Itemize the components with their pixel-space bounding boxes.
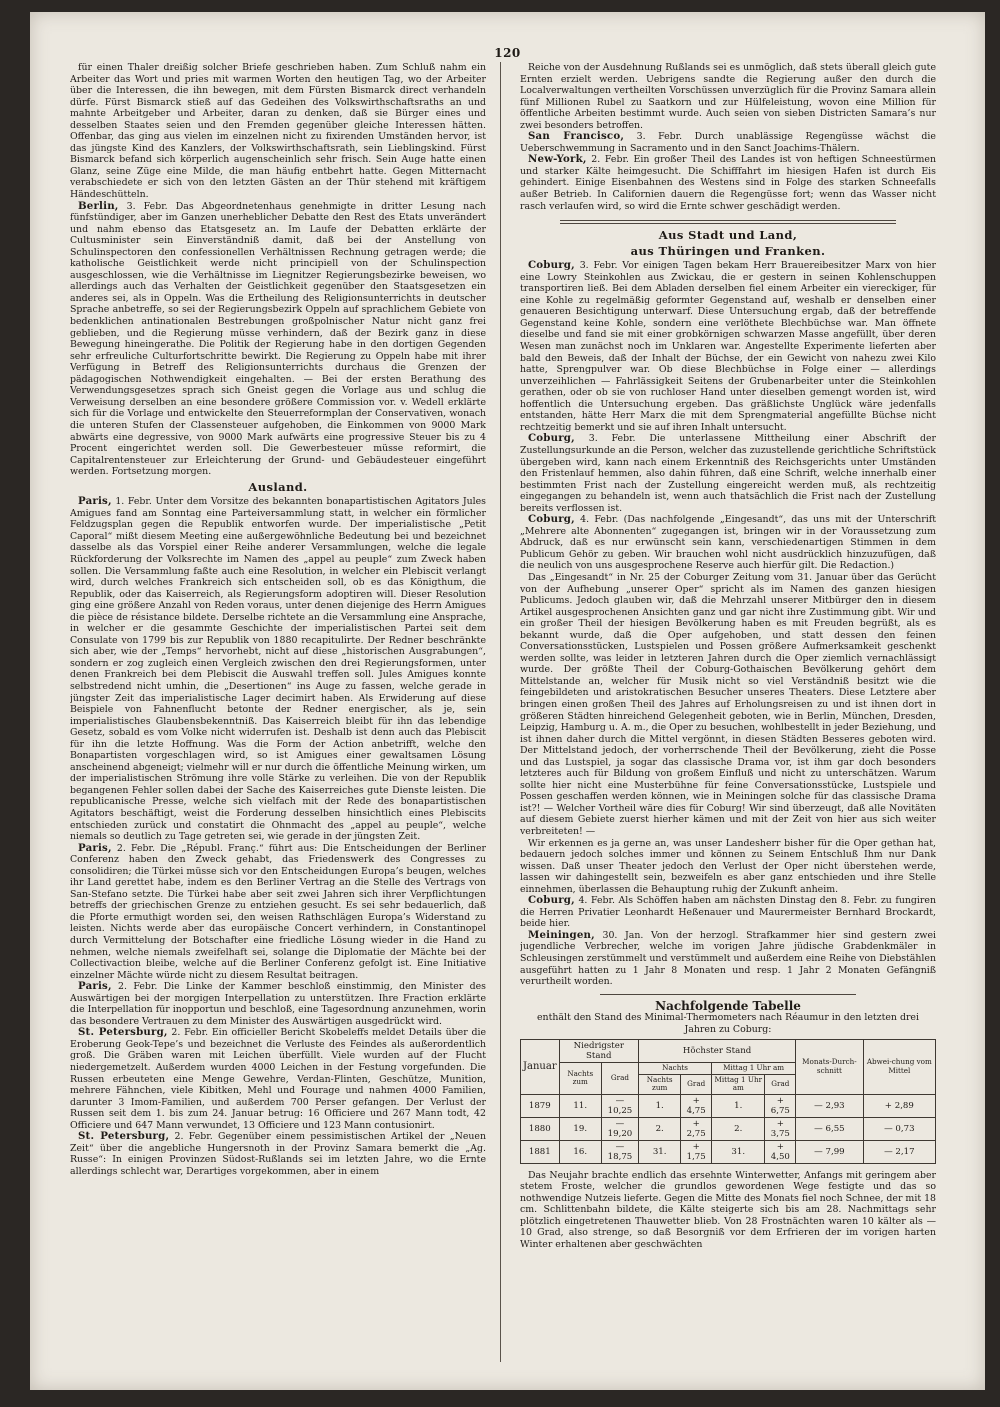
table-row [521,1094,936,1117]
table-rule [600,994,856,995]
article-paragraph [520,62,936,131]
table-commentary: Das Neujahr brachte endlich das ersehnte Winterwetter, Anfangs mit geringem aber stetem Froste, welcher die grundlos gewordenen Wege festigte und das so nothwendige Nutzeis lieferte. Gegen die Mitte des Monats fiel noch Schnee, der mit 18 cm. Schlittenbahn bildete, die Kälte steigerte sich bis am 28. Nachmittags sehr plötzlich eingetretenen Thauwetter blieb. Von 28 Frostnächten waren 10 kälter als — 10 Grad, also strenge, so daß Besorgniß vor dem Erfrieren der im vorigen harten Winter erhaltenen aber geschwächten [520,1169,936,1250]
dateline: Berlin, [78,199,119,212]
article-text: 4. Febr. Als Schöffen haben am nächsten Dinstag den 8. Febr. zu fungiren die Herren Privatier Leonhardt Heßenauer und Maurermeister Bernhard Brockardt, beide hier. [520,895,936,930]
article-text: 4. Febr. (Das nachfolgende „Eingesandt“, das uns mit der Unterschrift „Mehrere alte Abonnenten“ zugegangen ist, bringen wir in der Voraussetzung zum Abdruck, daß es nur erwünscht sein kann, verschiedenartigen Stimmen in dem Publicum Gehör zu geben. Wir brauchen wohl nicht ausdrücklich hinzuzufügen, daß die neulich von uns ausgesprochene Reserve auch hierfür gilt. Die Redaction.) [520,514,936,572]
article-paragraph [520,572,936,838]
dateline: St. Petersburg, [78,1130,170,1143]
header-nachts-zum: Nachts zum [559,1063,601,1095]
table-row [521,1140,936,1163]
dateline: Coburg, [528,513,575,526]
section-heading-stadt-land: Aus Stadt und Land, [658,228,798,243]
dateline: St. Petersburg, [78,1026,168,1039]
article-text: 3. Febr. Das Abgeordnetenhaus genehmigte in dritter Lesung nach fünfstündiger, aber im Ganzen unerheblicher Debatte den Rest des Etats unverändert und nahm ebenso das Etatsgesetz an. Im Laufe der Debatten erklärte der Cultusminister sein Einverständniß damit, daß bei der Anstellung von Schulinspectoren den confessionellen Verhältnissen Rechnung getragen werde; die katholische Geistlichkeit werde nicht principiell von der Schulinspection ausgeschlossen, wie die Verhältnisse im Liegnitzer Regierungsbezirke beweisen, wo allerdings auch das Verhalten der Geistlichkeit gegenüber den Staatsgesetzen ein anderes sei, als in Oppeln. Was die Ertheilung des Religionsunterrichts in deutscher Sprache anbetreffe, so sei der Regierungsbezirk Oppeln auf sprachlichem Gebiete von bedenklichen antinationalen Bestrebungen großpolnischer Natur nicht ganz frei geblieben, und die Regierung müsse verhindern, daß der Bezirk ganz in diese Bewegung hineingerathe. Die Politik der Regierung habe in den dortigen Gegenden sehr erfreuliche Culturfortschritte bewirkt. Die Regierung zu Oppeln habe mit ihrer Verfügung in Betreff des Religionsunterrichts durchaus die Grenzen der pädagogischen Nothwendigkeit eingehalten. — Bei der ersten Berathung des Verwendungsgesetzes sprach sich Gneist gegen die Vorlage aus und schlug die Verweisung derselben an eine besondere größere Commission vor. v. Wedell erklärte sich für die Vorlage und entwickelte den Steuerreformplan der Conservativen, wonach die unteren Stufen der Classensteuer aufgehoben, die Einkommen von 9000 Mark abwärts eine degressive, von 9000 Mark aufwärts eine progressive Steuer bis zu 4 Procent eingerichtet werden soll. Die Gewerbesteuer müsse reformirt, die Capitalrentensteuer zur Erleichterung der Grund- und Gebäudesteuer eingeführt werden. Fortsetzung morgen. [70,200,486,478]
header-hoechster: Höchster Stand [639,1040,796,1063]
article-paragraph [70,201,486,478]
article-paragraph [520,838,936,896]
table-cell-h-tag: 2. [639,1117,681,1140]
article-paragraph [70,1131,486,1177]
table-subtitle: enthält den Stand des Minimal-Thermometers nach Réaumur in den letzten drei Jahren zu Coburg: [537,1012,919,1035]
header-niedrigster: Niedrigster Stand [559,1040,638,1063]
table-cell-m-tag: 2. [712,1117,765,1140]
header-mittag: Mittag 1 Uhr am [712,1063,796,1075]
table-cell-year: 1880 [521,1117,560,1140]
article-paragraph [70,496,486,842]
article-text: Das „Eingesandt“ in Nr. 25 der Coburger Zeitung vom 31. Januar über das Gerücht von der Aufhebung „unserer Oper“ spricht als im Namen des ganzen hiesigen Publicums. Jedoch glauben wir, daß die Mehrzahl unserer Mitbürger den in diesem Artikel ausgesprochenen Ansichten ganz und gar nicht ihre Zustimmung gibt. Wir und ein großer Theil der hiesigen Bevölkerung haben es mit Freuden begrüßt, als es bekannt wurde, daß die Oper aufgehoben, und statt dessen den feinen Conversationsstücken, Lustspielen und Possen größere Aufmerksamkeit geschenkt werden sollte, was leider in letzteren Jahren durch die Oper ziemlich vernachlässigt wurde. Der größte Theil der Coburg-Gothaischen Bevölkerung gehört dem Mittelstande an, welcher für Musik nicht so viel Verständniß besitzt wie die feingebildeten und aristokratischen Besucher unseres Theaters. Diese Letztere aber bringen einen großen Theil des Jahres auf Erholungsreisen zu und ist ihnen dort in größeren Städten hinreichend Gelegenheit geboten, wie in Berlin, München, Dresden, Leipzig, Hamburg u. A. m., die Oper zu besuchen, wohlbestellt in jeder Beziehung, und ist ihnen daher durch die Mittel vergönnt, in diesen Städten Besseres geboten wird. Der Mittelstand jedoch, der vorherrschende Theil der Bevölkerung, zieht die Posse und das Lustspiel, ja sogar das classische Drama vor, ist ihm gar doch besonders letzteres auch für Bildung von großem Einfluß und nicht zu unterschätzen. Warum sollte hier nicht eine Musterbühne für feine Conversationsstücke, Lustspiele und Possen geschaffen werden können, wie in Meiningen solche für das classische Drama ist?! — Welcher Vortheil wäre dies für Coburg! Wir sind überzeugt, daß alle Novitäten auf diesem Gebiete zuerst hierher kämen und mit der Zeit von hier aus sich weiter verbreiteten! — [520,571,936,837]
article-text: Reiche von der Ausdehnung Rußlands sei es unmöglich, daß stets überall gleich gute Ernten erzielt werden. Uebrigens sandte die Regierung außer den durch die Localverwaltungen vertheilten Vorschüssen unverzüglich für die Provinz Samara allein fünf Millionen Rubel zu Saatkorn und zur Hülfeleistung, wovon eine Million für öffentliche Arbeiten bestimmt wurde. Auch seien von sieben Districten Samara’s nur zwei besonders betroffen. [520,62,936,131]
dateline: New-York, [528,153,587,166]
header-grad-3: Grad [765,1074,796,1094]
article-paragraph [520,930,936,988]
article-paragraph [520,154,936,212]
page-number: 120 [494,46,521,60]
table-cell-n-grad: — 19,20 [601,1117,638,1140]
article-paragraph [520,514,936,572]
header-nachts: Nachts [639,1063,712,1075]
dateline: Paris, [78,841,112,854]
section-rule [560,220,896,224]
article-paragraph [70,843,486,982]
table-cell-m-tag: 1. [712,1094,765,1117]
table-cell-n-tag: 16. [559,1140,601,1163]
article-text: 3. Febr. Die unterlassene Mittheilung einer Abschrift der Zustellungsurkunde an die Person, welcher das zuzustellende gerichtliche Schriftstück übergeben wird, kann nach einem Erkenntniß des Reichsgerichts unter Umständen den Fristenlauf hemmen, also dahin führen, daß eine Schrift, welche innerhalb einer bestimmten Frist nach der Zustellung eingereicht werden muß, als rechtzeitig eingegangen zu behandeln ist, wenn auch thatsächlich die Frist nach der Zustellung bereits verflossen ist. [520,433,936,514]
article-text: 1. Febr. Unter dem Vorsitze des bekannten bonapartistischen Agitators Jules Amigues fand am Sonntag eine Parteiversammlung statt, in welcher ein förmlicher Feldzugsplan gegen die Republik entworfen wurde. Der imperialistische „Petit Caporal“ mißt diesem Meeting eine außergewöhnliche Bedeutung bei und bezeichnet dasselbe als das Vorspiel einer Reihe anderer Versammlungen, welche die legale Rückforderung der Volksrechte im Namen des „appel au peuple“ zum Zweck haben sollen. Die Versammlung faßte auch eine Resolution, in welcher ein Plebiscit verlangt wird, durch welches Frankreich sich entscheiden soll, ob es das Königthum, die Republik, oder das Kaiserreich, als Regierungsform adoptiren will. Dieser Resolution ging eine größere Anzahl von Reden voraus, unter denen diejenige des Herrn Amigues die pièce de résistance bildete. Derselbe richtete an die Versammlung eine Ansprache, in welcher er die gesammte Geschichte der imperialistischen Partei seit dem Consulate von 1799 bis zur Republik von 1880 recapitulirte. Der Redner beschränkte sich aber, wie der „Temps“ hervorhebt, nicht auf diese „historischen Ausgrabungen“, sondern er zog zugleich einen Vergleich zwischen den drei Regierungsformen, unter denen Frankreich bei dem Plebiscit die Auswahl treffen soll. Jules Amigues konnte selbstredend nicht umhin, die „Desertionen“ ins Auge zu fassen, welche gerade in jüngster Zeit das imperialistische Lager decimirt haben. Als Erwiderung auf diese Beispiele von Fahnenflucht betonte der Redner energischer, als je, sein imperialistisches Glaubensbekenntniß. Das Kaiserreich bleibt für ihn das lebendige Gesetz, sobald es vom Volke nicht widerrufen ist. Deshalb ist denn auch das Plebiscit für ihn die letzte Hoffnung. Was die Form der Action anbetrifft, welche den Bonapartisten vorgeschlagen wird, so ist Amigues einer gewaltsamen Lösung anscheinend abgeneigt; vielmehr will er nur durch die öffentliche Meinung wirken, um der imperialistischen Strömung ihre volle Stärke zu verleihen. Die von der Republik begangenen Fehler sollen dabei der Sache des Kaiserreiches gute Dienste leisten. Die republicanische Presse, welche sich vielfach mit der Rede des bonapartistischen Agitators beschäftigt, weist die Forderung desselben hinsichtlich eines Plebiscits entschieden zurück und constatirt die Ohnmacht des „appel au peuple“, welche niemals so deutlich zu Tage getreten sei, wie gerade in der jüngsten Zeit. [70,496,486,843]
header-grad-2: Grad [681,1074,712,1094]
article-paragraph [520,260,936,433]
dateline: Coburg, [528,894,575,907]
table-cell-h-tag: 1. [639,1094,681,1117]
table-body [521,1094,936,1163]
table-row [521,1117,936,1140]
section-subheading-thueringen: aus Thüringen und Franken. [630,243,826,258]
header-mittag-am: Mittag 1 Uhr am [712,1074,765,1094]
table-cell-avg: — 7,99 [796,1140,864,1163]
dateline: San Francisco, [528,130,625,143]
table-cell-avg: — 2,93 [796,1094,864,1117]
dateline: Paris, [78,495,112,508]
table-title: Nachfolgende Tabelle [655,998,801,1013]
article-text: 2. Febr. Ein großer Theil des Landes ist von heftigen Schneestürmen und starker Kälte heimgesucht. Die Schifffahrt im hiesigen Hafen ist durch Eis gehindert. Einige Eisenbahnen des Westens sind in Folge des starken Schneefalls außer Betrieb. In Californien dauern die Regengüsse fort; wenn das Wasser nicht rasch verlaufen wird, so wird die Ernte schwer geschädigt werden. [520,154,936,212]
table-cell-m-tag: 31. [712,1140,765,1163]
article-text: 30. Jan. Von der herzogl. Strafkammer hier sind gestern zwei jugendliche Verbrecher, welche im vorigen Jahre jüdische Grabdenkmäler in Schleusingen zerstümmelt und verstümmelt und außerdem eine Reihe von Diebstählen ausgeführt hatten zu 1 Jahr 8 Monaten und resp. 1 Jahr 2 Monaten Gefängniß verurtheilt worden. [520,929,936,988]
left-articles-ausland [70,496,486,1177]
dateline: Coburg, [528,259,575,272]
table-cell-dev: — 0,73 [863,1117,935,1140]
table-cell-m-grad: + 3,75 [765,1117,796,1140]
article-paragraph [70,981,486,1027]
article-text: 3. Febr. Vor einigen Tagen bekam Herr Brauereibesitzer Marx von hier eine Lowry Steinkohlen aus Zwickau, die er gestern in seinen Kohlenschuppen transportiren ließ. Bei dem Abladen derselben fiel einem Arbeiter ein viereckiger, für eine Kohle zu regelmäßig geformter Gegenstand auf, weshalb er denselben einer genaueren Besichtigung unterwarf. Diese Untersuchung ergab, daß der betreffende Gegenstand keine Kohle, sondern eine verlöthete Blechbüchse war. Man öffnete dieselbe und fand sie mit einer grobkörnigen schwarzen Masse angefüllt, über deren Wesen man zunächst noch im Unklaren war. Angestellte Experimente lieferten aber bald den Beweis, daß der Inhalt der Büchse, der ein Gewicht von nahezu zwei Kilo hatte, Sprengpulver war. Ob diese Blechbüchse in Folge einer — allerdings unverzeihlichen — Fahrlässigkeit Seitens der Grubenarbeiter unter die Steinkohlen gerathen, oder ob sie von ruchloser Hand unter dieselben gemengt worden ist, wird hoffentlich die Untersuchung ergeben. Das gräßlichste Unglück wäre jedenfalls entstanden, hätte Herr Marx die mit dem Sprengmaterial angefüllte Büchse nicht rechtzeitig bemerkt und sie auf ihren Inhalt untersucht. [520,260,936,433]
header-nachts-zum-2: Nachts zum [639,1074,681,1094]
article-text: 2. Febr. Ein officieller Bericht Skobeleffs meldet Details über die Eroberung Geok-Tepe’s und bezeichnet die Verluste des Feindes als außerordentlich groß. Die Gräben waren mit Leichen überfüllt. Viele wurden auf der Flucht niedergemetzelt. Außerdem wurden 4000 Leichen in der Festung vorgefunden. Die Russen erbeuteten eine Menge Gewehre, Verdan-Flinten, Geschütze, Munition, mehrere Fähnchen, viele Kibitken, Mehl und Fourage und nahmen 4000 Familien, darunter 3 Imom-Familien, und außerdem 700 Perser gefangen. Der Verlust der Russen seit dem 1. bis zum 24. Januar betrug: 16 Officiere und 267 Mann todt, 42 Officiere und 647 Mann verwundet, 13 Officiere und 123 Mann contusionirt. [70,1027,486,1131]
header-abweichung: Abwei-chung vom Mittel [863,1040,935,1095]
table-cell-h-tag: 31. [639,1140,681,1163]
header-monatsdurchschnitt: Monats-Durch-schnitt [796,1040,864,1095]
article-paragraph [520,895,936,930]
right-column [520,62,936,1362]
table-cell-n-tag: 19. [559,1117,601,1140]
article-text: 3. Febr. Durch unablässige Regengüsse wächst die Ueberschwemmung in Sacramento und in den Sanct Joachims-Thälern. [520,131,936,154]
table-cell-year: 1879 [521,1094,560,1117]
article-paragraph [70,1027,486,1131]
table-cell-m-grad: + 4,50 [765,1140,796,1163]
newspaper-page [30,12,985,1390]
header-januar: Januar [521,1040,560,1095]
left-column [70,62,486,1362]
table-cell-avg: — 6,55 [796,1117,864,1140]
table-cell-n-grad: — 10,25 [601,1094,638,1117]
right-articles-local [520,260,936,987]
table-cell-dev: + 2,89 [863,1094,935,1117]
dateline: Coburg, [528,432,575,445]
article-text: für einen Thaler dreißig solcher Briefe geschrieben haben. Zum Schluß nahm ein Arbeiter das Wort und pries mit warmen Worten den heutigen Tag, wo der Arbeiter über die Interessen, die ihn bewegen, mit dem Fürsten Bismarck direct verhandeln dürfe. Fürst Bismarck stieß auf das Gedeihen des Volkswirthschaftsraths an und mahnte Arbeitgeber und Arbeiter, daran zu denken, daß sie Bürger eines und desselben Staates seien und den Fremden gegenüber gleiche Interessen hätten. Offenbar, das ging aus vielen im einzelnen nicht zu fixirenden Umständen hervor, ist das jüngste Kind des Kanzlers, der Volkswirthschaftsrath, sein Lieblingskind. Fürst Bismarck befand sich körperlich augenscheinlich sehr frisch. Sein Auge hatte einen Glanz, seine Züge eine Milde, die man häufig entbehrt hatte. Gegen Mitternacht verabschiedete er sich von den letzten Gästen an der Thür stehend mit kräftigem Händeschütteln. [70,62,486,201]
table-cell-year: 1881 [521,1140,560,1163]
table-cell-n-grad: — 18,75 [601,1140,638,1163]
table-cell-h-grad: + 1,75 [681,1140,712,1163]
right-articles [520,62,936,212]
table-cell-h-grad: + 4,75 [681,1094,712,1117]
dateline: Meiningen, [528,928,595,941]
article-paragraph [520,433,936,514]
temperature-table [520,1039,936,1164]
article-paragraph [70,62,486,201]
article-paragraph [520,131,936,154]
article-text: 2. Febr. Gegenüber einem pessimistischen Artikel der „Neuen Zeit“ über die angebliche Hungersnoth in der Provinz Samara bemerkt die „Ag. Russe“: In einigen Provinzen Südost-Rußlands sei im letzten Jahre, wo die Ernte allerdings schlecht war, Derartiges vorgekommen, aber in einem [70,1131,486,1177]
article-text: 2. Febr. Die „Républ. Franç.“ führt aus: Die Entscheidungen der Berliner Conferenz haben den Zweck gehabt, das Friedenswerk des Congresses zu consolidiren; die Türkei müsse sich vor den Entscheidungen Europa’s beugen, welches ihr Land gerettet habe, indem es den Berliner Vertrag an die Stelle des Vertrags von San-Stefano setzte. Die Türkei habe aber seit zwei Jahren sich ihrer Verpflichtungen betreffs der griechischen Grenze zu entziehen gesucht. Es sei sehr bedauerlich, daß die Pforte ermuthigt worden sei, den weisen Rathschlägen Europa’s Widerstand zu leisten. Nichts werde aber das europäische Concert verhindern, in Constantinopel durch Vermittelung der Botschafter eine friedliche Lösung wieder in die Hand zu nehmen, welche niemals zweifelhaft sei, solange die Diplomatie der Mächte bei der Collectivaction bleibe, welche auf die Berliner Conferenz gefolgt ist. Eine Initiative einzelner Mächte würde nicht zu diesem Resultat beitragen. [70,842,486,981]
left-articles [70,62,486,478]
section-heading-ausland: Ausland. [248,479,308,494]
dateline: Paris, [78,980,112,993]
table-cell-m-grad: + 6,75 [765,1094,796,1117]
article-text: Wir erkennen es ja gerne an, was unser Landesherr bisher für die Oper gethan hat, bedauern jedoch solches immer und können zu Seinem Entschluß Ihm nur Dank wissen. Daß unser Theater jedoch den Verlust der Oper nicht überstehen werde, lassen wir dahingestellt sein, bezweifeln es aber ganz entschieden und ihre Stelle einnehmen, überlassen die Behauptung ruhig der Zukunft anheim. [520,837,936,895]
column-divider [500,62,501,1362]
table-cell-h-grad: + 2,75 [681,1117,712,1140]
table-cell-dev: — 2,17 [863,1140,935,1163]
header-grad: Grad [601,1063,638,1095]
article-text: 2. Febr. Die Linke der Kammer beschloß einstimmig, den Minister des Auswärtigen bei der morgigen Interpellation zu unterstützen. Ihre Fraction erklärte die Interpellation für inopportun und beschloß, eine Tagesordnung anzunehmen, worin das besondere Vertrauen zu dem Minister des Auswärtigen ausgedrückt wird. [70,981,486,1027]
table-cell-n-tag: 11. [559,1094,601,1117]
